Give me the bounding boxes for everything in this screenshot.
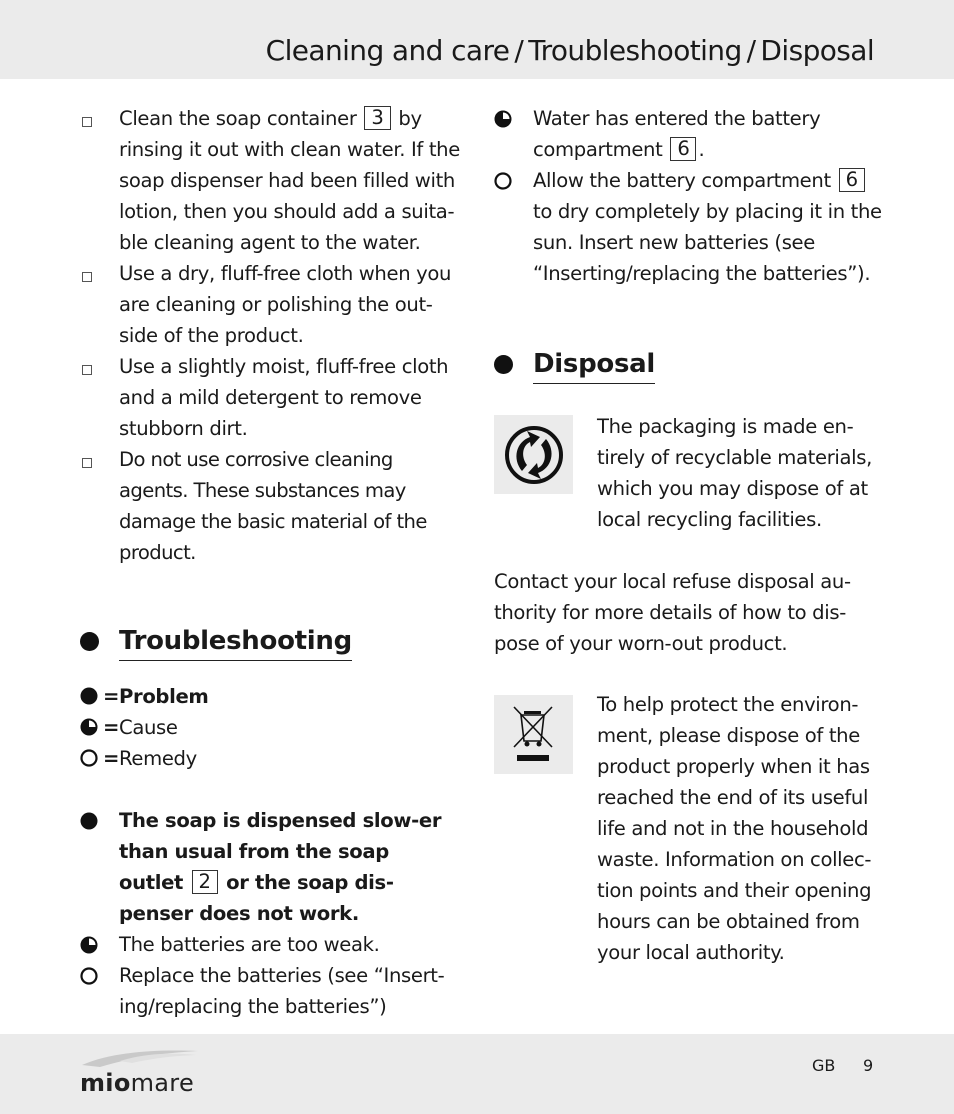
remedy-item: Replace the batteries (see “Insert-ing/replacing the batteries”) (80, 960, 449, 1022)
checkbox-bullet-icon (82, 365, 92, 375)
page-title: Cleaning and care / Troubleshooting / Disposal (265, 34, 874, 67)
half-circle-icon (80, 718, 98, 736)
filled-circle-icon (80, 687, 98, 705)
legend-problem: = Problem (80, 681, 465, 712)
logo-text-rest: mare (130, 1069, 195, 1097)
filled-circle-icon (80, 812, 98, 830)
left-column (80, 103, 465, 1022)
checkbox-bullet-icon (82, 458, 92, 468)
miomare-logo (80, 1047, 210, 1097)
checkbox-bullet-icon (82, 117, 92, 127)
remedy-item: Allow the battery compartment 6 to dry completely by placing it in the sun. Insert new batteries (see “Inserting/replacing the batteries”). (494, 165, 885, 289)
troubleshooting-heading: Troubleshooting (80, 624, 465, 661)
contact-text: Contact your local refuse disposal au-thority for more details of how to dis-pose of your worn-out product. (494, 570, 851, 655)
cause-item: The batteries are too weak. (80, 929, 465, 960)
part-ref: 6 (839, 168, 865, 192)
problem-title: The soap is dispensed slow-er than usual from the soap outlet 2 or the soap dis-penser does not work. (80, 805, 449, 929)
half-circle-icon (80, 936, 98, 954)
open-circle-icon (80, 749, 98, 767)
crossed-out-bin-icon (494, 695, 573, 774)
half-circle-icon (494, 110, 512, 128)
cleaning-item: Use a slightly moist, fluff-free cloth and a mild detergent to remove stubborn dirt. (80, 351, 465, 444)
part-ref: 2 (192, 870, 218, 894)
disposal-heading: Disposal (494, 347, 884, 384)
legend-cause: = Cause (80, 712, 465, 743)
environment-text: To help protect the environ-ment, please dispose of the product properly when it has reached the end of its useful life and not in the household waste. Information on collec-tion points and their opening hours can be obtained from your local authority. (597, 693, 872, 964)
recycling-green-dot-icon (494, 415, 573, 494)
cause-item: Water has entered the battery compartment 6 . (494, 103, 879, 165)
logo-swoosh-icon (80, 1047, 200, 1069)
legend-remedy: = Remedy (80, 743, 465, 774)
part-ref: 6 (670, 137, 696, 161)
cleaning-item: Use a dry, fluff-free cloth when you are cleaning or polishing the out-side of the product. (80, 258, 465, 351)
cleaning-item: Clean the soap container 3 by rinsing it out with clean water. If the soap dispenser had been filled with lotion, then you should add a suita-ble cleaning agent to the water. (80, 103, 465, 258)
recycling-symbol-box (494, 415, 573, 494)
part-ref: 3 (364, 106, 390, 130)
cleaning-item: Do not use corrosive cleaning agents. These substances may damage the basic material of the product. (80, 444, 465, 568)
checkbox-bullet-icon (82, 272, 92, 282)
legend (80, 681, 465, 774)
filled-circle-icon (80, 632, 99, 651)
filled-circle-icon (494, 355, 513, 374)
page-number: 9 (863, 1056, 874, 1075)
open-circle-icon (80, 967, 98, 985)
language-code: GB (812, 1056, 836, 1075)
weee-symbol-box (494, 695, 573, 774)
page-header (0, 0, 954, 79)
right-column (494, 103, 884, 384)
logo-text-bold: mio (80, 1069, 131, 1097)
packaging-text: The packaging is made en-tirely of recyclable materials, which you may dispose of at local recycling facilities. (597, 415, 872, 531)
open-circle-icon (494, 172, 512, 190)
